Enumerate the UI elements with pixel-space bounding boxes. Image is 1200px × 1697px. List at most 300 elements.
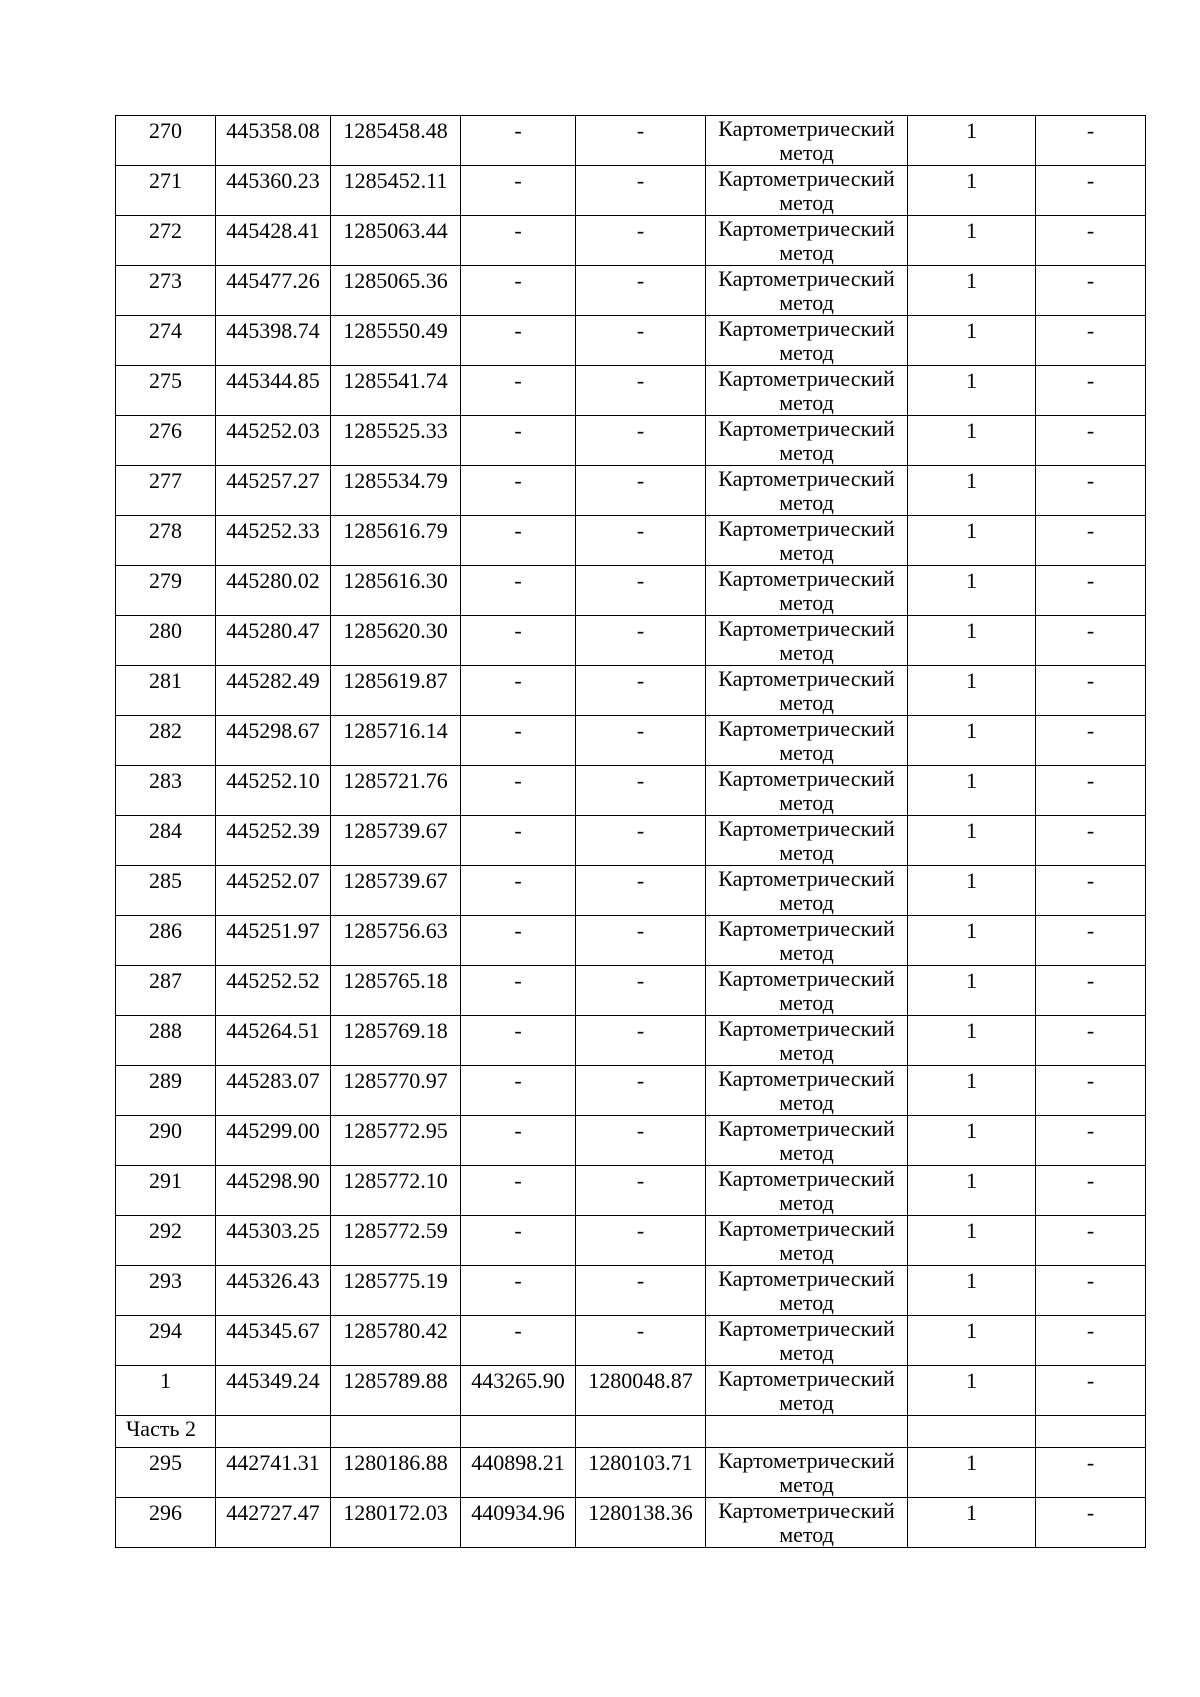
- accuracy-cell-text: 1: [966, 918, 977, 943]
- note-cell: [1036, 1216, 1146, 1266]
- note-cell-text: -: [1086, 1018, 1095, 1043]
- note-cell: [1036, 1066, 1146, 1116]
- y-previous-coordinate-cell-text: -: [636, 718, 645, 743]
- method-line-1: Картометрический: [718, 1066, 895, 1091]
- point-number-cell-text: 274: [149, 318, 182, 343]
- x-previous-coordinate-cell: [461, 216, 576, 266]
- accuracy-cell: [908, 1448, 1036, 1498]
- y-coordinate-cell-text: 1285620.30: [343, 618, 448, 643]
- accuracy-cell-text: 1: [966, 1018, 977, 1043]
- method-cell: [706, 916, 908, 966]
- x-previous-coordinate-cell: [461, 316, 576, 366]
- point-number-cell: [116, 616, 216, 666]
- table-row: [116, 716, 1146, 766]
- y-previous-coordinate-cell-text: -: [636, 1168, 645, 1193]
- method-cell: [706, 966, 908, 1016]
- note-cell: [1036, 1016, 1146, 1066]
- accuracy-cell-text: 1: [966, 1268, 977, 1293]
- point-number-cell-text: 284: [149, 818, 182, 843]
- x-coordinate-cell-text: 445252.10: [226, 768, 320, 793]
- method-line-2: метод: [779, 390, 834, 415]
- y-previous-coordinate-cell-text: -: [636, 768, 645, 793]
- y-coordinate-cell-text: 1285616.30: [343, 568, 448, 593]
- x-previous-coordinate-cell: [461, 1166, 576, 1216]
- x-previous-coordinate-cell-text: -: [514, 568, 522, 593]
- x-previous-coordinate-cell-text: -: [514, 918, 522, 943]
- y-coordinate-cell-text: 1280172.03: [343, 1500, 448, 1525]
- x-previous-coordinate-cell: [461, 516, 576, 566]
- x-previous-coordinate-cell-text: -: [514, 218, 522, 243]
- x-coordinate-cell: [216, 816, 331, 866]
- method-cell: [706, 766, 908, 816]
- x-coordinate-cell: [216, 1166, 331, 1216]
- y-coordinate-cell-text: 1285780.42: [343, 1318, 448, 1343]
- point-number-cell-text: 285: [149, 868, 182, 893]
- x-coordinate-cell-text: 445345.67: [226, 1318, 320, 1343]
- method-line-2: метод: [779, 1040, 834, 1065]
- x-previous-coordinate-cell: [461, 166, 576, 216]
- method-cell: [706, 316, 908, 366]
- x-previous-coordinate-cell: [461, 916, 576, 966]
- note-cell-text: -: [1086, 468, 1095, 493]
- x-coordinate-cell: [216, 1266, 331, 1316]
- accuracy-cell-text: 1: [966, 568, 977, 593]
- x-previous-coordinate-cell: [461, 1448, 576, 1498]
- point-number-cell-text: 271: [149, 168, 182, 193]
- y-coordinate-cell: [331, 166, 461, 216]
- method-line-1: Картометрический: [718, 316, 895, 341]
- x-coordinate-cell-text: 445298.90: [226, 1168, 320, 1193]
- y-coordinate-cell-text: 1285458.48: [343, 118, 448, 143]
- y-coordinate-cell: [331, 1448, 461, 1498]
- note-cell: [1036, 516, 1146, 566]
- y-previous-coordinate-cell-text: -: [636, 568, 645, 593]
- y-previous-coordinate-cell: [576, 516, 706, 566]
- accuracy-cell: [908, 1116, 1036, 1166]
- table-cell: [908, 1416, 1036, 1448]
- point-number-cell: [116, 416, 216, 466]
- method-cell: [706, 116, 908, 166]
- y-previous-coordinate-cell: [576, 816, 706, 866]
- accuracy-cell: [908, 716, 1036, 766]
- method-line-2: метод: [779, 340, 834, 365]
- x-coordinate-cell-text: 445251.97: [226, 918, 320, 943]
- method-line-1: Картометрический: [718, 716, 895, 741]
- y-coordinate-cell: [331, 866, 461, 916]
- y-previous-coordinate-cell: [576, 116, 706, 166]
- point-number-cell: [116, 966, 216, 1016]
- note-cell-text: -: [1086, 1218, 1095, 1243]
- x-previous-coordinate-cell: [461, 766, 576, 816]
- method-line-2: метод: [779, 1522, 834, 1547]
- table-cell: [216, 1416, 331, 1448]
- y-previous-coordinate-cell: [576, 916, 706, 966]
- x-previous-coordinate-cell-text: -: [514, 668, 522, 693]
- y-coordinate-cell: [331, 1316, 461, 1366]
- note-cell: [1036, 766, 1146, 816]
- method-line-1: Картометрический: [718, 116, 895, 141]
- note-cell: [1036, 466, 1146, 516]
- x-coordinate-cell: [216, 1216, 331, 1266]
- method-line-2: метод: [779, 1190, 834, 1215]
- accuracy-cell-text: 1: [966, 118, 977, 143]
- table-row: [116, 816, 1146, 866]
- y-previous-coordinate-cell-text: -: [636, 368, 645, 393]
- note-cell-text: -: [1086, 518, 1095, 543]
- y-coordinate-cell-text: 1285721.76: [343, 768, 448, 793]
- method-line-1: Картометрический: [718, 216, 895, 241]
- note-cell: [1036, 316, 1146, 366]
- note-cell-text: -: [1086, 1450, 1095, 1475]
- x-previous-coordinate-cell: [461, 716, 576, 766]
- x-coordinate-cell: [216, 1316, 331, 1366]
- table-cell: [576, 1416, 706, 1448]
- point-number-cell: [116, 266, 216, 316]
- point-number-cell: [116, 316, 216, 366]
- point-number-cell-text: 294: [149, 1318, 182, 1343]
- method-line-1: Картометрический: [718, 1216, 895, 1241]
- note-cell-text: -: [1086, 218, 1095, 243]
- note-cell-text: -: [1086, 268, 1095, 293]
- accuracy-cell-text: 1: [966, 1500, 977, 1525]
- point-number-cell: [116, 1116, 216, 1166]
- x-coordinate-cell-text: 445299.00: [226, 1118, 320, 1143]
- x-coordinate-cell-text: 445252.39: [226, 818, 320, 843]
- point-number-cell: [116, 566, 216, 616]
- point-number-cell: [116, 816, 216, 866]
- note-cell: [1036, 1266, 1146, 1316]
- accuracy-cell-text: 1: [966, 1168, 977, 1193]
- y-coordinate-cell-text: 1285789.88: [343, 1368, 448, 1393]
- y-coordinate-cell: [331, 1498, 461, 1548]
- y-coordinate-cell-text: 1285770.97: [343, 1068, 448, 1093]
- y-coordinate-cell: [331, 1016, 461, 1066]
- x-coordinate-cell-text: 445477.26: [226, 268, 320, 293]
- method-cell: [706, 1216, 908, 1266]
- accuracy-cell-text: 1: [966, 1218, 977, 1243]
- x-previous-coordinate-cell: [461, 1016, 576, 1066]
- point-number-cell: [116, 116, 216, 166]
- method-line-2: метод: [779, 290, 834, 315]
- x-coordinate-cell-text: 445344.85: [226, 368, 320, 393]
- method-line-1: Картометрический: [718, 266, 895, 291]
- y-previous-coordinate-cell: [576, 1016, 706, 1066]
- accuracy-cell-text: 1: [966, 418, 977, 443]
- accuracy-cell: [908, 1166, 1036, 1216]
- x-previous-coordinate-cell-text: -: [514, 868, 522, 893]
- y-coordinate-cell-text: 1280186.88: [343, 1450, 448, 1475]
- table-row: [116, 766, 1146, 816]
- x-previous-coordinate-cell: [461, 1366, 576, 1416]
- x-coordinate-cell: [216, 1366, 331, 1416]
- y-previous-coordinate-cell-text: -: [636, 1318, 645, 1343]
- y-previous-coordinate-cell-text: -: [636, 818, 645, 843]
- y-previous-coordinate-cell: [576, 466, 706, 516]
- note-cell-text: -: [1086, 168, 1095, 193]
- x-previous-coordinate-cell: [461, 1066, 576, 1116]
- x-coordinate-cell: [216, 1016, 331, 1066]
- y-previous-coordinate-cell: [576, 1066, 706, 1116]
- method-cell: [706, 216, 908, 266]
- x-coordinate-cell-text: 445252.33: [226, 518, 320, 543]
- x-previous-coordinate-cell-text: -: [514, 1218, 522, 1243]
- y-previous-coordinate-cell: [576, 1216, 706, 1266]
- point-number-cell-text: 287: [149, 968, 182, 993]
- y-previous-coordinate-cell: [576, 416, 706, 466]
- note-cell-text: -: [1086, 1318, 1095, 1343]
- x-previous-coordinate-cell-text: 440898.21: [471, 1450, 565, 1475]
- x-coordinate-cell: [216, 166, 331, 216]
- y-coordinate-cell-text: 1285772.10: [343, 1168, 448, 1193]
- note-cell-text: -: [1086, 418, 1095, 443]
- x-previous-coordinate-cell: [461, 566, 576, 616]
- point-number-cell: [116, 1448, 216, 1498]
- method-cell: [706, 866, 908, 916]
- y-previous-coordinate-cell-text: -: [636, 868, 645, 893]
- method-cell: [706, 1266, 908, 1316]
- table-row: [116, 1498, 1146, 1548]
- point-number-cell: [116, 516, 216, 566]
- accuracy-cell-text: 1: [966, 518, 977, 543]
- point-number-cell-text: 286: [149, 918, 182, 943]
- x-previous-coordinate-cell-text: -: [514, 418, 522, 443]
- part-header-row: [116, 1416, 1146, 1448]
- method-cell: [706, 666, 908, 716]
- y-previous-coordinate-cell-text: -: [636, 968, 645, 993]
- x-previous-coordinate-cell-text: -: [514, 768, 522, 793]
- x-previous-coordinate-cell-text: -: [514, 818, 522, 843]
- accuracy-cell: [908, 516, 1036, 566]
- y-coordinate-cell-text: 1285616.79: [343, 518, 448, 543]
- accuracy-cell: [908, 866, 1036, 916]
- x-previous-coordinate-cell-text: -: [514, 518, 522, 543]
- note-cell-text: -: [1086, 568, 1095, 593]
- point-number-cell-text: 283: [149, 768, 182, 793]
- note-cell-text: -: [1086, 368, 1095, 393]
- method-line-1: Картометрический: [718, 366, 895, 391]
- method-line-1: Картометрический: [718, 666, 895, 691]
- point-number-cell-text: 295: [149, 1450, 182, 1475]
- x-coordinate-cell: [216, 666, 331, 716]
- point-number-cell: [116, 366, 216, 416]
- table-cell: [461, 1416, 576, 1448]
- y-coordinate-cell-text: 1285065.36: [343, 268, 448, 293]
- x-coordinate-cell-text: 445360.23: [226, 168, 320, 193]
- y-coordinate-cell-text: 1285775.19: [343, 1268, 448, 1293]
- note-cell-text: -: [1086, 918, 1095, 943]
- method-line-2: метод: [779, 890, 834, 915]
- method-line-2: метод: [779, 1140, 834, 1165]
- method-line-2: метод: [779, 1240, 834, 1265]
- note-cell: [1036, 416, 1146, 466]
- method-line-2: метод: [779, 1290, 834, 1315]
- y-previous-coordinate-cell: [576, 166, 706, 216]
- table-row: [116, 366, 1146, 416]
- table-row: [116, 1116, 1146, 1166]
- accuracy-cell: [908, 816, 1036, 866]
- y-previous-coordinate-cell: [576, 316, 706, 366]
- note-cell-text: -: [1086, 118, 1095, 143]
- table-row: [116, 616, 1146, 666]
- accuracy-cell: [908, 1266, 1036, 1316]
- point-number-cell: [116, 466, 216, 516]
- point-number-cell: [116, 1066, 216, 1116]
- accuracy-cell-text: 1: [966, 668, 977, 693]
- method-cell: [706, 1166, 908, 1216]
- x-coordinate-cell: [216, 866, 331, 916]
- x-previous-coordinate-cell: [461, 1316, 576, 1366]
- x-coordinate-cell: [216, 1498, 331, 1548]
- point-number-cell-text: 293: [149, 1268, 182, 1293]
- y-previous-coordinate-cell: [576, 1498, 706, 1548]
- method-cell: [706, 1498, 908, 1548]
- table-row: [116, 666, 1146, 716]
- method-line-1: Картометрический: [718, 1016, 895, 1041]
- method-cell: [706, 1066, 908, 1116]
- x-previous-coordinate-cell: [461, 666, 576, 716]
- point-number-cell: [116, 1166, 216, 1216]
- x-coordinate-cell-text: 445282.49: [226, 668, 320, 693]
- method-line-2: метод: [779, 140, 834, 165]
- method-line-1: Картометрический: [718, 1498, 895, 1523]
- x-previous-coordinate-cell-text: -: [514, 118, 522, 143]
- table-body-part-2: [116, 1448, 1146, 1548]
- x-previous-coordinate-cell-text: -: [514, 368, 522, 393]
- x-coordinate-cell: [216, 1116, 331, 1166]
- point-number-cell-text: 289: [149, 1068, 182, 1093]
- method-line-1: Картометрический: [718, 566, 895, 591]
- point-number-cell-text: 278: [149, 518, 182, 543]
- y-coordinate-cell-text: 1285534.79: [343, 468, 448, 493]
- x-previous-coordinate-cell: [461, 1498, 576, 1548]
- y-coordinate-cell-text: 1285739.67: [343, 868, 448, 893]
- table-row: [116, 416, 1146, 466]
- accuracy-cell: [908, 1016, 1036, 1066]
- method-cell: [706, 1016, 908, 1066]
- x-coordinate-cell: [216, 1448, 331, 1498]
- point-number-cell: [116, 1316, 216, 1366]
- accuracy-cell: [908, 316, 1036, 366]
- table-row: [116, 1448, 1146, 1498]
- accuracy-cell-text: 1: [966, 468, 977, 493]
- y-previous-coordinate-cell-text: -: [636, 318, 645, 343]
- method-cell: [706, 366, 908, 416]
- y-previous-coordinate-cell: [576, 1366, 706, 1416]
- y-previous-coordinate-cell: [576, 716, 706, 766]
- table-row: [116, 966, 1146, 1016]
- point-number-cell-text: 277: [149, 468, 182, 493]
- method-cell: [706, 1448, 908, 1498]
- point-number-cell-text: 280: [149, 618, 182, 643]
- x-coordinate-cell-text: 445428.41: [226, 218, 320, 243]
- method-line-1: Картометрический: [718, 1316, 895, 1341]
- note-cell: [1036, 216, 1146, 266]
- x-previous-coordinate-cell: [461, 416, 576, 466]
- method-line-1: Картометрический: [718, 916, 895, 941]
- y-coordinate-cell: [331, 1366, 461, 1416]
- method-line-1: Картометрический: [718, 1116, 895, 1141]
- method-line-1: Картометрический: [718, 866, 895, 891]
- y-previous-coordinate-cell-text: 1280048.87: [588, 1368, 693, 1393]
- x-coordinate-cell: [216, 316, 331, 366]
- method-line-2: метод: [779, 690, 834, 715]
- x-coordinate-cell: [216, 216, 331, 266]
- accuracy-cell-text: 1: [966, 968, 977, 993]
- table-row: [116, 1216, 1146, 1266]
- x-coordinate-cell-text: 445283.07: [226, 1068, 320, 1093]
- note-cell: [1036, 366, 1146, 416]
- x-coordinate-cell-text: 445264.51: [226, 1018, 320, 1043]
- note-cell-text: -: [1086, 968, 1095, 993]
- y-coordinate-cell: [331, 1216, 461, 1266]
- accuracy-cell-text: 1: [966, 168, 977, 193]
- x-previous-coordinate-cell-text: -: [514, 468, 522, 493]
- method-cell: [706, 166, 908, 216]
- table-row: [116, 1366, 1146, 1416]
- method-line-1: Картометрический: [718, 1448, 895, 1473]
- method-line-2: метод: [779, 490, 834, 515]
- x-previous-coordinate-cell: [461, 1116, 576, 1166]
- y-coordinate-cell: [331, 316, 461, 366]
- accuracy-cell-text: 1: [966, 218, 977, 243]
- y-coordinate-cell-text: 1285525.33: [343, 418, 448, 443]
- method-line-2: метод: [779, 1340, 834, 1365]
- method-cell: [706, 816, 908, 866]
- table-cell: [1036, 1416, 1146, 1448]
- point-number-cell: [116, 216, 216, 266]
- method-cell: [706, 1366, 908, 1416]
- y-previous-coordinate-cell-text: -: [636, 1268, 645, 1293]
- x-coordinate-cell-text: 445252.07: [226, 868, 320, 893]
- point-number-cell: [116, 166, 216, 216]
- note-cell: [1036, 666, 1146, 716]
- coordinates-table: [115, 115, 1146, 1548]
- note-cell: [1036, 1316, 1146, 1366]
- y-coordinate-cell: [331, 116, 461, 166]
- accuracy-cell-text: 1: [966, 718, 977, 743]
- x-previous-coordinate-cell: [461, 616, 576, 666]
- x-coordinate-cell-text: 445349.24: [226, 1368, 320, 1393]
- note-cell: [1036, 1166, 1146, 1216]
- table-row: [116, 266, 1146, 316]
- accuracy-cell: [908, 1066, 1036, 1116]
- method-cell: [706, 616, 908, 666]
- y-previous-coordinate-cell: [576, 966, 706, 1016]
- method-line-2: метод: [779, 640, 834, 665]
- y-coordinate-cell: [331, 1066, 461, 1116]
- y-previous-coordinate-cell-text: -: [636, 668, 645, 693]
- note-cell-text: -: [1086, 818, 1095, 843]
- point-number-cell-text: 273: [149, 268, 182, 293]
- y-coordinate-cell: [331, 1266, 461, 1316]
- method-line-2: метод: [779, 440, 834, 465]
- method-line-1: Картометрический: [718, 1266, 895, 1291]
- x-previous-coordinate-cell: [461, 366, 576, 416]
- y-coordinate-cell: [331, 716, 461, 766]
- method-line-2: метод: [779, 790, 834, 815]
- y-previous-coordinate-cell-text: -: [636, 218, 645, 243]
- y-previous-coordinate-cell: [576, 216, 706, 266]
- y-coordinate-cell-text: 1285541.74: [343, 368, 448, 393]
- method-line-2: метод: [779, 1390, 834, 1415]
- note-cell: [1036, 1366, 1146, 1416]
- x-coordinate-cell: [216, 966, 331, 1016]
- y-previous-coordinate-cell: [576, 616, 706, 666]
- accuracy-cell: [908, 1498, 1036, 1548]
- accuracy-cell-text: 1: [966, 1068, 977, 1093]
- table-row: [116, 1166, 1146, 1216]
- method-line-1: Картометрический: [718, 166, 895, 191]
